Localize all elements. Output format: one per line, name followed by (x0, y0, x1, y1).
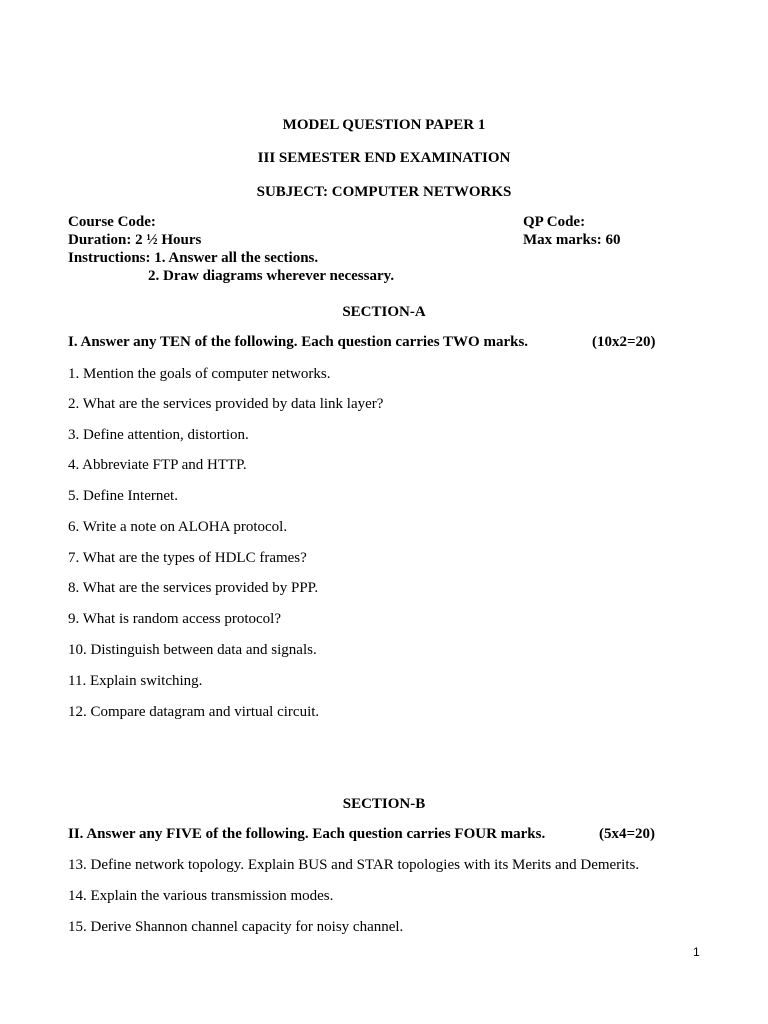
question-item: 5. Define Internet. (68, 488, 178, 504)
question-item: 14. Explain the various transmission modes. (68, 888, 334, 904)
question-item: 6. Write a note on ALOHA protocol. (68, 519, 288, 535)
question-item: 7. What are the types of HDLC frames? (68, 550, 307, 566)
question-item: 1. Mention the goals of computer networks. (68, 366, 331, 382)
section-b-marks: (5x4=20) (599, 826, 656, 842)
paper-title: MODEL QUESTION PAPER 1 (282, 117, 486, 133)
max-marks: Max marks: 60 (523, 232, 621, 248)
duration: Duration: 2 ½ Hours (68, 232, 202, 248)
question-item: 13. Define network topology. Explain BUS and STAR topologies with its Merits and Demerits. (68, 857, 640, 873)
question-item: 12. Compare datagram and virtual circuit. (68, 704, 320, 720)
page-number: 1 (693, 945, 700, 959)
subject-line: SUBJECT: COMPUTER NETWORKS (256, 184, 512, 200)
question-item: 11. Explain switching. (68, 673, 203, 689)
question-item: 2. What are the services provided by data link layer? (68, 396, 384, 412)
question-item: 8. What are the services provided by PPP. (68, 580, 319, 596)
course-code: Course Code: (68, 214, 156, 230)
question-item: 15. Derive Shannon channel capacity for noisy channel. (68, 919, 404, 935)
exam-name: III SEMESTER END EXAMINATION (257, 150, 511, 166)
section-a-title: SECTION-A (342, 304, 426, 320)
question-item: 3. Define attention, distortion. (68, 427, 249, 443)
instructions-line-1: Instructions: 1. Answer all the sections. (68, 250, 319, 266)
question-item: 4. Abbreviate FTP and HTTP. (68, 457, 247, 473)
qp-code: QP Code: (523, 214, 586, 230)
section-b-instruction: II. Answer any FIVE of the following. Each question carries FOUR marks. (68, 826, 546, 842)
section-b-title: SECTION-B (342, 796, 426, 812)
instructions-line-2: 2. Draw diagrams wherever necessary. (148, 268, 395, 284)
question-item: 9. What is random access protocol? (68, 611, 281, 627)
question-item: 10. Distinguish between data and signals. (68, 642, 317, 658)
section-a-instruction: I. Answer any TEN of the following. Each question carries TWO marks. (68, 334, 529, 350)
section-a-marks: (10x2=20) (592, 334, 656, 350)
